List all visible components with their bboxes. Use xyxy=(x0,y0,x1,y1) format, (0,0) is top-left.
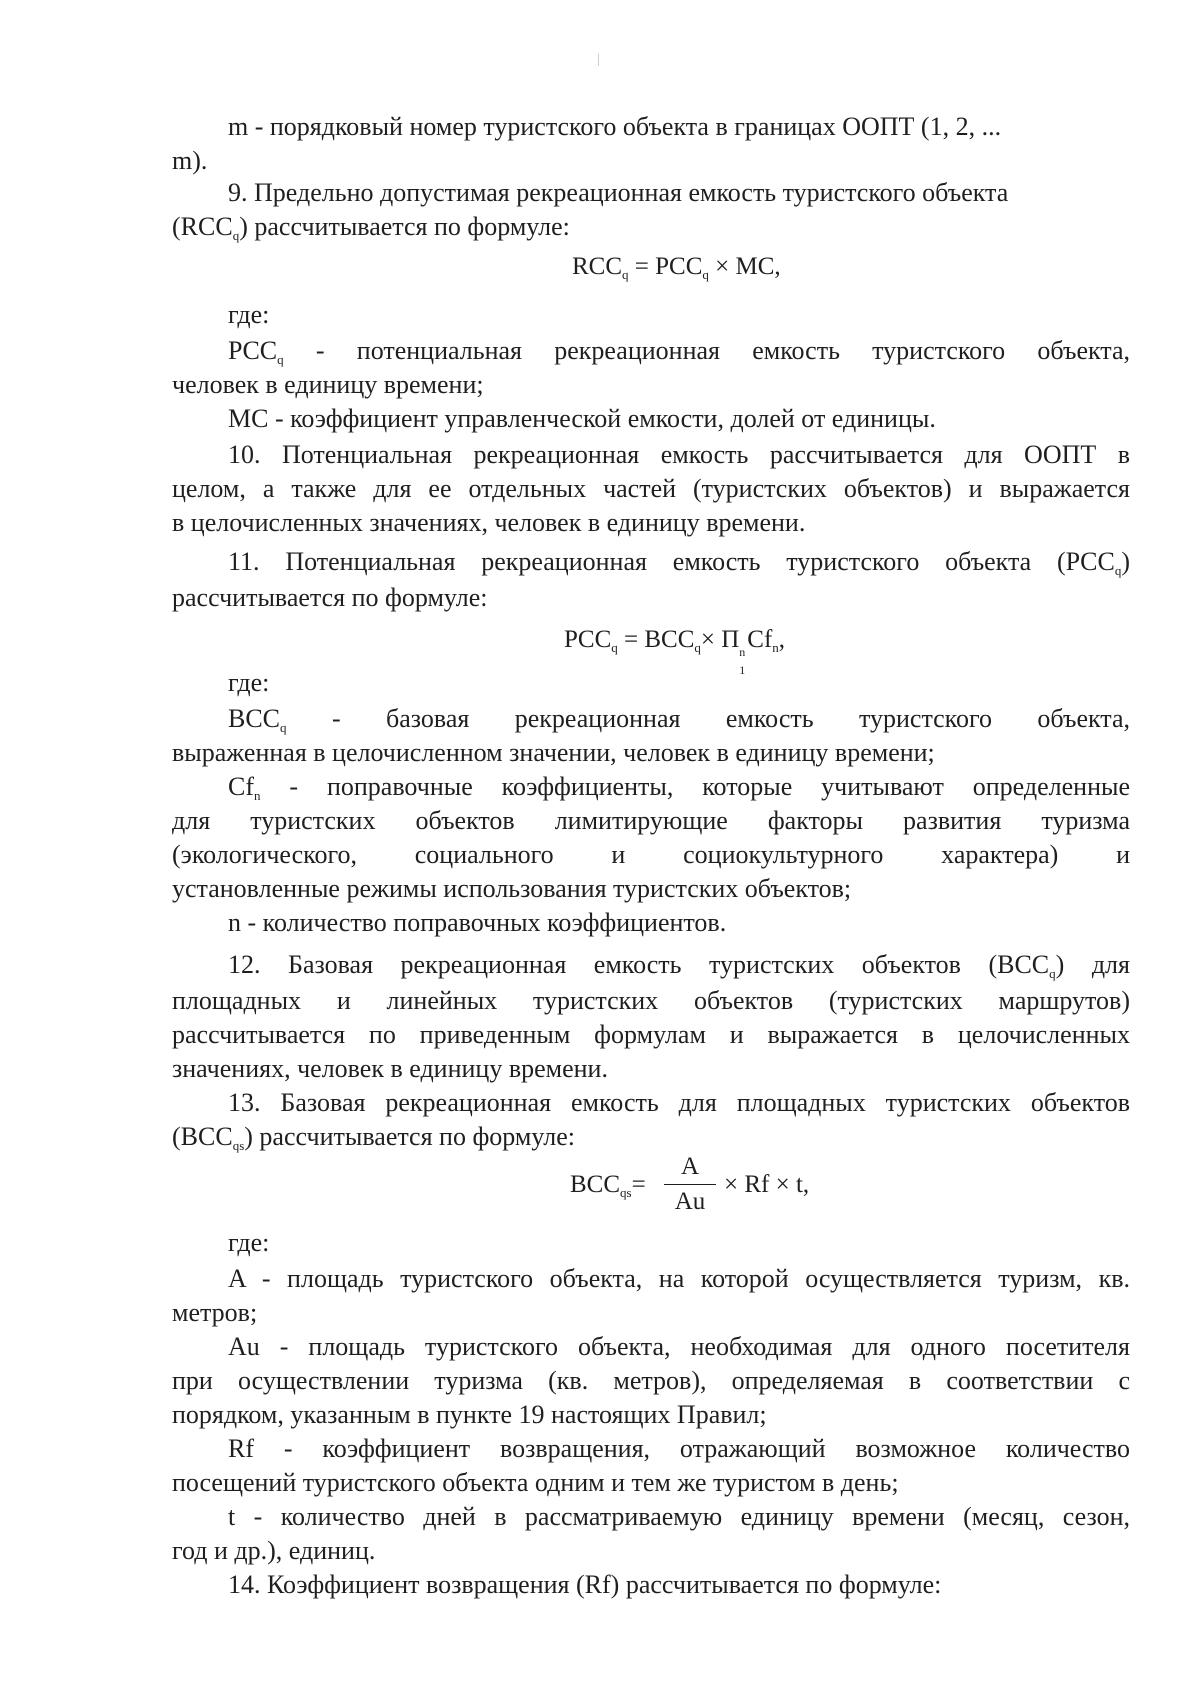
subscript-qs: qs xyxy=(232,1138,245,1153)
au-description-line: при осуществлении туризма (кв. метров), определяемая в соответствии с xyxy=(172,1366,1130,1395)
formula-part: , xyxy=(778,626,786,653)
subscript-n: n xyxy=(254,788,261,803)
formula-subscript: q xyxy=(702,267,709,282)
formula-fraction xyxy=(664,1152,716,1217)
formula-subscript: q xyxy=(622,267,629,282)
formula-part: = xyxy=(631,1171,646,1198)
paragraph-9-line xyxy=(172,212,570,251)
cf-description-line: (экологического, социального и социокультурного характера) и xyxy=(172,840,1130,869)
formula-part: BCC xyxy=(570,1171,621,1198)
text-span: 11. Потенциальная рекреационная емкость туристского объекта ( xyxy=(228,547,1066,576)
subscript-q: q xyxy=(1114,563,1122,578)
formula-part: PCC xyxy=(564,626,612,653)
text-line: m). xyxy=(172,146,208,175)
bcc-description-line: выраженная в целочисленном значении, человек в единицу времени; xyxy=(172,738,935,767)
formula-part: = PCC xyxy=(628,253,703,280)
symbol-bcc: BCC xyxy=(228,704,281,733)
formula-part: Cf xyxy=(747,626,773,653)
paragraph-10-line xyxy=(172,440,1130,470)
rf-description-line xyxy=(172,1434,1130,1464)
paragraph-10-line: в целочисленных значениях, человек в единицу времени. xyxy=(172,508,806,537)
formula-part: RCC xyxy=(572,253,623,280)
t-description-line xyxy=(172,1502,1130,1532)
cf-description-line: установленные режимы использования туристских объектов; xyxy=(172,874,852,903)
where-label: где: xyxy=(228,668,270,697)
open-paren: ( xyxy=(172,212,181,241)
text-rest: - потенциальная рекреационная емкость туристского объекта, xyxy=(283,336,1130,365)
n-description: n - количество поправочных коэффициентов. xyxy=(228,908,727,937)
formula-bcc-right: × Rf × t, xyxy=(724,1171,810,1198)
fraction-numerator: A xyxy=(680,1153,700,1180)
formula-superscript: n xyxy=(739,645,746,659)
formula-pcc xyxy=(564,625,786,677)
paragraph-9-line: 9. Предельно допустимая рекреационная емкость туристского объекта xyxy=(228,178,1009,207)
cf-description-line: для туристских объектов лимитирующие факторы развития туризма xyxy=(172,806,1130,835)
rf-description-line: посещений туристского объекта одним и тем же туристом в день; xyxy=(172,1468,899,1497)
formula-bcc-left xyxy=(570,1170,646,1208)
pcc-description-line: человек в единицу времени; xyxy=(172,370,484,399)
symbol-pcc: PCC xyxy=(1065,547,1115,576)
symbol-cf: Cf xyxy=(228,772,254,801)
t-description-line: год и др.), единиц. xyxy=(172,1536,376,1565)
page-mark: | xyxy=(597,52,600,67)
formula-subscript: n xyxy=(772,640,779,655)
paragraph-14-line: 14. Коэффициент возвращения (Rf) рассчитывается по формуле: xyxy=(228,1570,942,1599)
au-description-line xyxy=(172,1332,1130,1362)
text-rest: - базовая рекреационная емкость туристского объекта, xyxy=(286,704,1130,733)
text-rest: ) для xyxy=(1055,950,1130,979)
formula-subscript: 1 xyxy=(739,663,746,677)
fraction-bar xyxy=(664,1184,716,1185)
symbol-bcc: BCC xyxy=(997,950,1050,979)
close-paren: ) xyxy=(1121,547,1130,576)
text-span: A - площадь туристского объекта, на которой осуществляется туризм, кв. xyxy=(228,1264,1130,1293)
text-span: 10. Потенциальная рекреационная емкость рассчитывается для ООПТ в xyxy=(228,440,1130,469)
formula-subscript: q xyxy=(611,640,618,655)
text-span: t - количество дней в рассматриваемую единицу времени (месяц, сезон, xyxy=(228,1502,1130,1531)
mc-description: MC - коэффициент управленческой емкости, долей от единицы. xyxy=(228,404,936,433)
au-description-line: порядком, указанным в пункте 19 настоящих Правил; xyxy=(172,1400,767,1429)
symbol-rcc: RCC xyxy=(180,212,233,241)
symbol-bcc: BCC xyxy=(180,1122,233,1151)
where-label: где: xyxy=(228,300,270,329)
formula-subscript: q xyxy=(694,640,701,655)
formula-part: × П xyxy=(700,626,740,653)
fraction-denominator: Au xyxy=(674,1188,706,1215)
paragraph-12-line xyxy=(172,950,1130,989)
text-line: m - порядковый номер туристского объекта в границах ООПТ (1, 2, ... xyxy=(228,112,1002,141)
formula-part: × MC, xyxy=(708,253,781,280)
paragraph-12-line: площадных и линейных туристских объектов (туристских маршрутов) xyxy=(172,986,1130,1015)
text-rest: ) рассчитывается по формуле: xyxy=(239,212,570,241)
paragraph-11-line xyxy=(172,547,1130,586)
subscript-q: q xyxy=(232,228,240,243)
paragraph-12-line: значениях, человек в единицу времени. xyxy=(172,1054,608,1083)
text-span: 13. Базовая рекреационная емкость для площадных туристских объектов xyxy=(228,1088,1130,1117)
a-description-line xyxy=(172,1264,1130,1294)
formula-rcc xyxy=(572,252,781,290)
text-span: Rf - коэффициент возвращения, отражающий возможное количество xyxy=(228,1434,1130,1463)
subscript-q: q xyxy=(1049,966,1056,981)
symbol-pcc: PCC xyxy=(228,336,278,365)
paragraph-13-line xyxy=(172,1088,1130,1118)
paragraph-11-line: рассчитывается по формуле: xyxy=(172,583,488,612)
text-span: Au - площадь туристского объекта, необходимая для одного посетителя xyxy=(228,1332,1130,1361)
formula-subscript: qs xyxy=(620,1185,632,1200)
formula-part: = BCC xyxy=(617,626,695,653)
subscript-q: q xyxy=(280,720,287,735)
paragraph-12-line: рассчитывается по приведенным формулам и выражается в целочисленных xyxy=(172,1020,1130,1049)
text-rest: - поправочные коэффициенты, которые учитывают определенные xyxy=(260,772,1130,801)
paragraph-13-line xyxy=(172,1122,575,1161)
text-rest: ) рассчитывается по формуле: xyxy=(244,1122,575,1151)
where-label: где: xyxy=(228,1228,270,1257)
subscript-q: q xyxy=(277,352,284,367)
paragraph-10-line: целом, а также для ее отдельных частей (туристских объектов) и выражается xyxy=(172,474,1130,503)
text-span: 12. Базовая рекреационная емкость туристских объектов ( xyxy=(228,950,998,979)
open-paren: ( xyxy=(172,1122,181,1151)
a-description-line: метров; xyxy=(172,1298,258,1327)
